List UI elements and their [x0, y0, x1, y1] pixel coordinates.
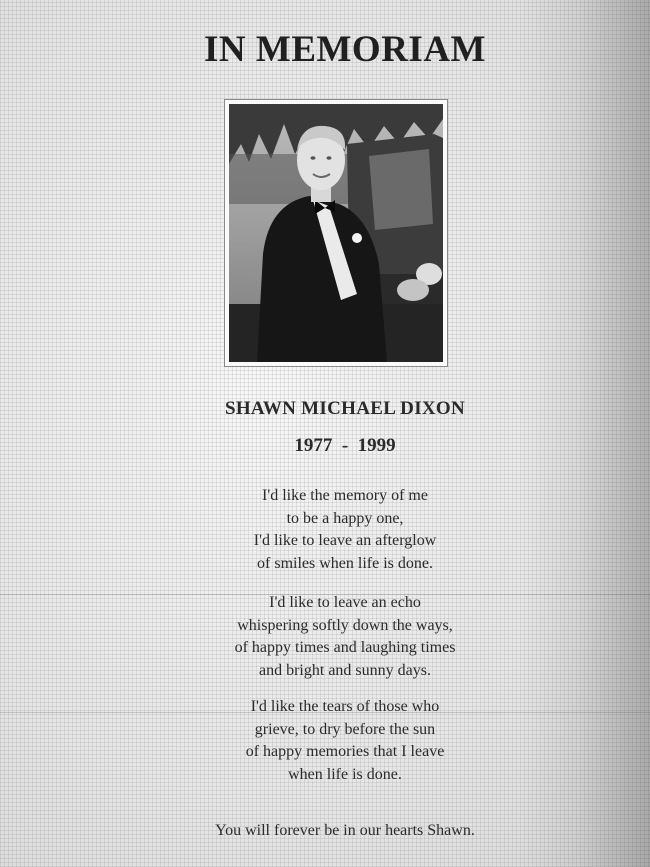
poem-line: and bright and sunny days. — [259, 661, 431, 679]
poem-stanza — [0, 696, 650, 786]
poem-line: I'd like to leave an echo — [269, 594, 421, 611]
page-title: IN MEMORIAM — [204, 29, 486, 70]
portrait-photo — [229, 104, 443, 362]
deceased-name: SHAWN MICHAEL DIXON — [224, 398, 466, 419]
poem-line: whispering softly down the ways, — [237, 616, 453, 634]
poem-line: I'd like the tears of those who — [250, 698, 440, 715]
poem-stanza — [0, 485, 650, 575]
poem-line: of happy times and laughing times — [234, 639, 456, 656]
poem-line: I'd like to leave an afterglow — [253, 532, 437, 549]
life-years: 1977 - 1999 — [294, 435, 396, 456]
memorial-photo — [224, 99, 448, 367]
poem-stanza — [0, 592, 650, 682]
closing-dedication: You will forever be in our hearts Shawn. — [215, 822, 475, 839]
poem-line: grieve, to dry before the sun — [254, 720, 436, 738]
poem-line: I'd like the memory of me — [262, 487, 428, 504]
poem-line: of smiles when life is done. — [257, 554, 433, 572]
poem-line: of happy memories that I leave — [245, 743, 445, 760]
poem-line: to be a happy one, — [286, 509, 404, 527]
poem-line: when life is done. — [288, 765, 402, 783]
